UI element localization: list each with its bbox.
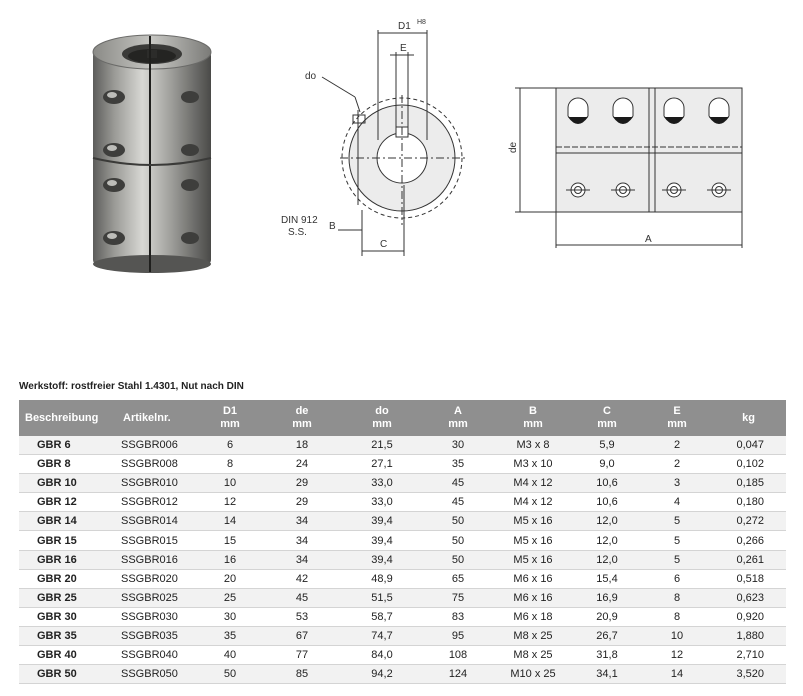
cell-kg: 0,518 xyxy=(711,569,786,588)
cell-artikelnr: SSGBR050 xyxy=(117,665,199,684)
cell-kg: 0,180 xyxy=(711,493,786,512)
cell-d1: 6 xyxy=(199,436,261,455)
cell-artikelnr: SSGBR025 xyxy=(117,588,199,607)
cell-b: M10 x 25 xyxy=(495,665,571,684)
cell-de: 34 xyxy=(261,512,343,531)
cell-do: 39,4 xyxy=(343,550,421,569)
header-d1 xyxy=(199,400,261,436)
cell-e: 2 xyxy=(643,455,711,474)
table-row xyxy=(19,436,786,455)
cell-c: 34,1 xyxy=(571,665,643,684)
cell-e: 5 xyxy=(643,512,711,531)
cell-a: 95 xyxy=(421,626,495,645)
cell-a: 50 xyxy=(421,550,495,569)
cell-a: 75 xyxy=(421,588,495,607)
header-artikelnr-label: Artikelnr. xyxy=(123,411,171,424)
cell-do: 39,4 xyxy=(343,531,421,550)
cell-artikelnr: SSGBR035 xyxy=(117,626,199,645)
cell-b: M5 x 16 xyxy=(495,550,571,569)
cell-artikelnr: SSGBR030 xyxy=(117,607,199,626)
cell-de: 29 xyxy=(261,493,343,512)
label-a: A xyxy=(645,234,652,245)
header-e-label: E xyxy=(673,405,681,417)
cell-de: 53 xyxy=(261,607,343,626)
table-row xyxy=(19,493,786,512)
cell-beschreibung: GBR 10 xyxy=(19,474,117,493)
cell-beschreibung: GBR 50 xyxy=(19,665,117,684)
cell-de: 24 xyxy=(261,455,343,474)
cell-do: 74,7 xyxy=(343,626,421,645)
cell-c: 10,6 xyxy=(571,474,643,493)
cell-beschreibung: GBR 40 xyxy=(19,646,117,665)
cell-d1: 25 xyxy=(199,588,261,607)
cell-de: 45 xyxy=(261,588,343,607)
cell-a: 35 xyxy=(421,455,495,474)
header-beschreibung-label: Beschreibung xyxy=(25,411,99,424)
cell-beschreibung: GBR 16 xyxy=(19,550,117,569)
cell-a: 65 xyxy=(421,569,495,588)
cell-a: 50 xyxy=(421,512,495,531)
header-b xyxy=(495,400,571,436)
cell-a: 83 xyxy=(421,607,495,626)
cell-e: 12 xyxy=(643,646,711,665)
cell-de: 67 xyxy=(261,626,343,645)
cell-beschreibung: GBR 8 xyxy=(19,455,117,474)
cell-kg: 2,710 xyxy=(711,646,786,665)
cell-d1: 30 xyxy=(199,607,261,626)
cell-beschreibung: GBR 14 xyxy=(19,512,117,531)
cell-de: 42 xyxy=(261,569,343,588)
cell-artikelnr: SSGBR040 xyxy=(117,646,199,665)
cell-kg: 0,272 xyxy=(711,512,786,531)
header-c xyxy=(571,400,643,436)
material-note: Werkstoff: rostfreier Stahl 1.4301, Nut nach DIN xyxy=(19,381,244,392)
header-a-label: A xyxy=(454,405,462,417)
cell-artikelnr: SSGBR014 xyxy=(117,512,199,531)
cell-beschreibung: GBR 15 xyxy=(19,531,117,550)
cell-e: 6 xyxy=(643,569,711,588)
header-e-unit: mm xyxy=(667,418,687,430)
cell-kg: 0,047 xyxy=(711,436,786,455)
cell-a: 50 xyxy=(421,531,495,550)
header-c-label: C xyxy=(603,405,611,417)
cell-b: M3 x 8 xyxy=(495,436,571,455)
cell-de: 34 xyxy=(261,531,343,550)
cell-de: 29 xyxy=(261,474,343,493)
cell-c: 12,0 xyxy=(571,531,643,550)
cell-d1: 40 xyxy=(199,646,261,665)
cell-artikelnr: SSGBR008 xyxy=(117,455,199,474)
cell-do: 21,5 xyxy=(343,436,421,455)
cell-beschreibung: GBR 25 xyxy=(19,588,117,607)
header-de-unit: mm xyxy=(292,418,312,430)
cell-kg: 1,880 xyxy=(711,626,786,645)
cell-b: M3 x 10 xyxy=(495,455,571,474)
cell-do: 48,9 xyxy=(343,569,421,588)
cell-e: 8 xyxy=(643,588,711,607)
table-row xyxy=(19,512,786,531)
front-view-drawing xyxy=(322,30,465,256)
cell-c: 16,9 xyxy=(571,588,643,607)
dimensions-table xyxy=(19,400,786,684)
cell-c: 12,0 xyxy=(571,550,643,569)
header-do xyxy=(343,400,421,436)
cell-c: 9,0 xyxy=(571,455,643,474)
label-e: E xyxy=(400,43,407,54)
cell-do: 33,0 xyxy=(343,493,421,512)
table-row xyxy=(19,646,786,665)
header-a xyxy=(421,400,495,436)
header-kg xyxy=(711,400,786,436)
table-row xyxy=(19,455,786,474)
label-c: C xyxy=(380,239,388,250)
header-c-unit: mm xyxy=(597,418,617,430)
cell-d1: 20 xyxy=(199,569,261,588)
header-de-label: de xyxy=(295,405,309,417)
cell-a: 124 xyxy=(421,665,495,684)
cell-do: 84,0 xyxy=(343,646,421,665)
header-de xyxy=(261,400,343,436)
cell-e: 14 xyxy=(643,665,711,684)
cell-e: 8 xyxy=(643,607,711,626)
cell-e: 10 xyxy=(643,626,711,645)
cell-b: M8 x 25 xyxy=(495,646,571,665)
table-row xyxy=(19,474,786,493)
header-artikelnr xyxy=(117,400,199,436)
table-row xyxy=(19,569,786,588)
cell-e: 5 xyxy=(643,550,711,569)
cell-d1: 10 xyxy=(199,474,261,493)
coupling-photo xyxy=(93,35,211,273)
cell-e: 3 xyxy=(643,474,711,493)
cell-c: 10,6 xyxy=(571,493,643,512)
cell-beschreibung: GBR 6 xyxy=(19,436,117,455)
cell-artikelnr: SSGBR010 xyxy=(117,474,199,493)
product-figure xyxy=(0,0,803,300)
header-do-unit: mm xyxy=(372,418,392,430)
cell-b: M6 x 18 xyxy=(495,607,571,626)
cell-d1: 14 xyxy=(199,512,261,531)
cell-e: 5 xyxy=(643,531,711,550)
cell-a: 45 xyxy=(421,493,495,512)
cell-beschreibung: GBR 30 xyxy=(19,607,117,626)
cell-do: 27,1 xyxy=(343,455,421,474)
cell-b: M5 x 16 xyxy=(495,512,571,531)
cell-c: 5,9 xyxy=(571,436,643,455)
cell-beschreibung: GBR 35 xyxy=(19,626,117,645)
cell-artikelnr: SSGBR012 xyxy=(117,493,199,512)
cell-kg: 0,185 xyxy=(711,474,786,493)
cell-kg: 0,266 xyxy=(711,531,786,550)
cell-artikelnr: SSGBR020 xyxy=(117,569,199,588)
cell-kg: 0,623 xyxy=(711,588,786,607)
cell-kg: 3,520 xyxy=(711,665,786,684)
label-socket-screw: S.S. xyxy=(288,227,307,238)
cell-e: 2 xyxy=(643,436,711,455)
cell-do: 58,7 xyxy=(343,607,421,626)
label-din-912: DIN 912 xyxy=(281,215,318,226)
cell-do: 94,2 xyxy=(343,665,421,684)
cell-a: 45 xyxy=(421,474,495,493)
label-b: B xyxy=(329,221,336,232)
cell-d1: 16 xyxy=(199,550,261,569)
label-do: do xyxy=(305,71,317,82)
cell-b: M4 x 12 xyxy=(495,493,571,512)
cell-d1: 8 xyxy=(199,455,261,474)
label-d1: D1 xyxy=(398,21,411,32)
cell-de: 18 xyxy=(261,436,343,455)
cell-kg: 0,261 xyxy=(711,550,786,569)
table-row xyxy=(19,588,786,607)
cell-b: M4 x 12 xyxy=(495,474,571,493)
cell-b: M6 x 16 xyxy=(495,569,571,588)
cell-beschreibung: GBR 20 xyxy=(19,569,117,588)
cell-d1: 35 xyxy=(199,626,261,645)
cell-artikelnr: SSGBR016 xyxy=(117,550,199,569)
cell-c: 26,7 xyxy=(571,626,643,645)
cell-de: 85 xyxy=(261,665,343,684)
table-row xyxy=(19,607,786,626)
cell-kg: 0,920 xyxy=(711,607,786,626)
cell-b: M6 x 16 xyxy=(495,588,571,607)
table-row xyxy=(19,550,786,569)
cell-do: 33,0 xyxy=(343,474,421,493)
header-d1-unit: mm xyxy=(220,418,240,430)
header-kg-label: kg xyxy=(742,411,755,424)
cell-d1: 50 xyxy=(199,665,261,684)
table-row xyxy=(19,626,786,645)
table-body xyxy=(19,436,786,684)
header-d1-label: D1 xyxy=(222,405,238,417)
table-row xyxy=(19,531,786,550)
cell-do: 51,5 xyxy=(343,588,421,607)
cell-c: 31,8 xyxy=(571,646,643,665)
cell-do: 39,4 xyxy=(343,512,421,531)
cell-kg: 0,102 xyxy=(711,455,786,474)
cell-b: M5 x 16 xyxy=(495,531,571,550)
cell-a: 30 xyxy=(421,436,495,455)
header-b-label: B xyxy=(529,405,537,417)
label-h8: H8 xyxy=(417,19,426,26)
table-header-row xyxy=(19,400,786,436)
cell-c: 20,9 xyxy=(571,607,643,626)
header-beschreibung xyxy=(19,400,117,436)
cell-de: 77 xyxy=(261,646,343,665)
cell-a: 108 xyxy=(421,646,495,665)
cell-c: 15,4 xyxy=(571,569,643,588)
cell-d1: 12 xyxy=(199,493,261,512)
header-b-unit: mm xyxy=(523,418,543,430)
cell-de: 34 xyxy=(261,550,343,569)
cell-artikelnr: SSGBR015 xyxy=(117,531,199,550)
cell-e: 4 xyxy=(643,493,711,512)
header-a-unit: mm xyxy=(448,418,468,430)
header-e xyxy=(643,400,711,436)
cell-beschreibung: GBR 12 xyxy=(19,493,117,512)
label-de: de xyxy=(508,141,519,153)
cell-b: M8 x 25 xyxy=(495,626,571,645)
cell-d1: 15 xyxy=(199,531,261,550)
cell-artikelnr: SSGBR006 xyxy=(117,436,199,455)
cell-c: 12,0 xyxy=(571,512,643,531)
table-row xyxy=(19,665,786,684)
header-do-label: do xyxy=(375,405,389,417)
